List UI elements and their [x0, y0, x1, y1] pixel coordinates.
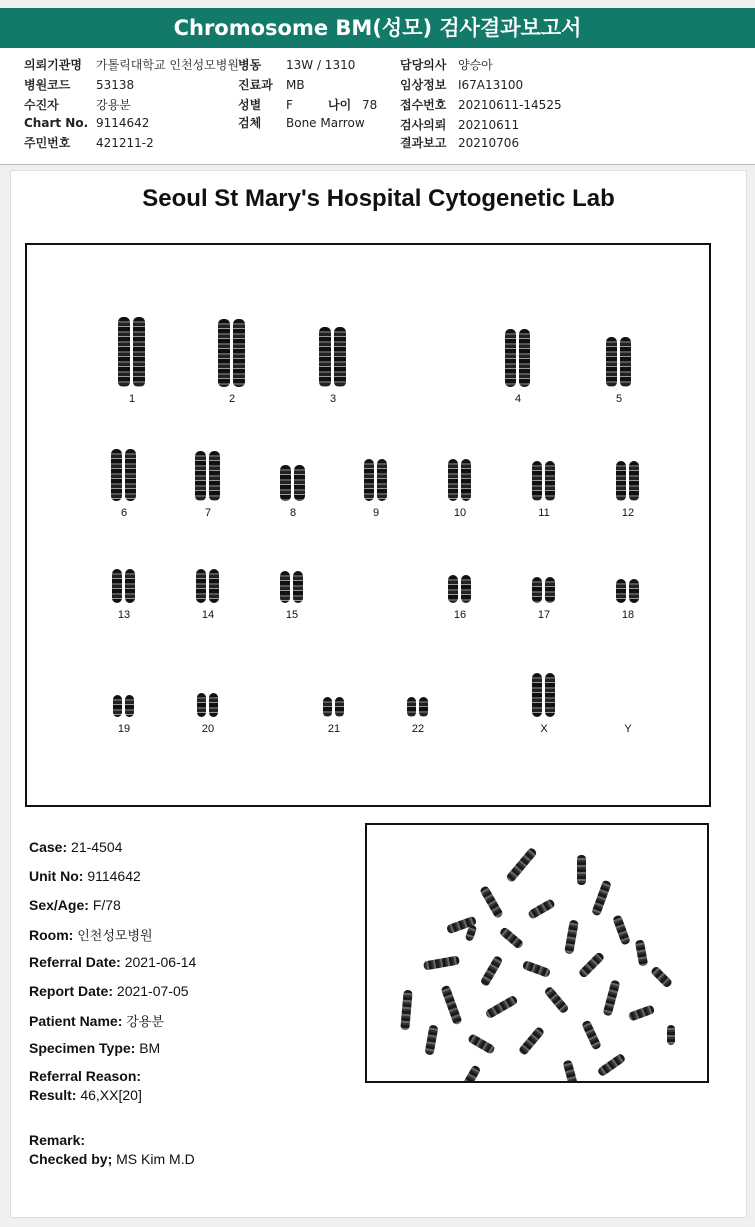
chromosome-label: 8 — [289, 507, 297, 519]
field-value: 강용분 — [96, 98, 131, 112]
field-label: 진료과 — [238, 78, 273, 92]
chromosome-pair — [111, 449, 136, 501]
chromosome-pair — [448, 575, 471, 603]
chromosome — [606, 337, 617, 387]
metaphase-chromosome — [581, 1020, 602, 1051]
header-row — [24, 134, 154, 151]
chromosome — [334, 327, 346, 387]
metaphase-chromosome — [591, 880, 612, 917]
chromosome — [377, 459, 387, 501]
chromosome-pair — [113, 695, 134, 717]
metaphase-chromosome — [485, 995, 519, 1020]
chromosome — [323, 697, 332, 717]
info-value: 인천성모병원 — [77, 928, 153, 943]
chromosome-label: X — [540, 723, 548, 735]
chromosome — [545, 577, 555, 603]
checked-value: MS Kim M.D — [116, 1151, 195, 1167]
chromosome — [218, 319, 230, 387]
field-value: Bone Marrow — [286, 116, 365, 130]
chromosome — [133, 317, 145, 387]
info-result — [29, 1087, 142, 1103]
info-key: Report Date: — [29, 983, 114, 999]
metaphase-chromosome — [499, 926, 525, 950]
chromosome-pair — [319, 327, 346, 387]
metaphase-chromosome — [577, 855, 586, 885]
chromosome-pair — [323, 697, 344, 717]
info-value: 9114642 — [87, 868, 141, 884]
metaphase-chromosome — [628, 1004, 656, 1021]
header-row — [24, 76, 134, 93]
metaphase-chromosome — [543, 986, 569, 1015]
metaphase-chromosome — [423, 955, 460, 970]
metaphase-chromosome — [424, 1024, 438, 1055]
karyogram — [25, 243, 711, 807]
chromosome-label: 7 — [204, 507, 212, 519]
remark-key: Remark: — [29, 1132, 86, 1148]
info-value: 2021-07-05 — [116, 983, 189, 999]
chromosome-label: 18 — [621, 609, 635, 621]
chromosome-pair — [505, 329, 530, 387]
chromosome — [545, 461, 555, 501]
header-row — [400, 56, 493, 73]
chromosome — [209, 569, 219, 603]
chromosome-pair — [196, 569, 219, 603]
chromosome-label: 13 — [117, 609, 131, 621]
field-value: 13W / 1310 — [286, 58, 356, 72]
field-value: I67A13100 — [458, 78, 524, 92]
chromosome-label: 5 — [615, 393, 623, 405]
report-title: Chromosome BM(성모) 검사결과보고서 — [0, 8, 755, 48]
metaphase-chromosome — [518, 1026, 545, 1056]
metaphase-chromosome — [467, 1033, 496, 1055]
field-value: MB — [286, 78, 305, 92]
metaphase-chromosome — [527, 898, 556, 920]
field-value: 53138 — [96, 78, 135, 92]
chromosome-pair — [532, 577, 555, 603]
info-key: Referral Date: — [29, 954, 121, 970]
header-row — [400, 76, 523, 93]
chromosome — [294, 465, 305, 501]
chromosome — [280, 465, 291, 501]
chromosome — [233, 319, 245, 387]
chromosome-label: 9 — [372, 507, 380, 519]
metaphase-chromosome — [562, 1059, 580, 1083]
header-row — [24, 96, 131, 113]
chromosome-pair — [448, 459, 471, 501]
chromosome — [407, 697, 416, 717]
info-value: 2021-06-14 — [124, 954, 197, 970]
header-row — [24, 56, 239, 73]
chromosome — [111, 449, 122, 501]
chromosome — [125, 695, 134, 717]
header-row — [24, 116, 149, 130]
field-label: 병원코드 — [24, 78, 71, 92]
chromosome — [195, 451, 206, 501]
field-value: 78 — [362, 98, 378, 112]
chromosome — [280, 571, 290, 603]
info-key: Result: — [29, 1087, 77, 1103]
field-label: 성별 — [238, 98, 262, 112]
info-key: Case: — [29, 839, 68, 855]
metaphase-chromosome — [479, 885, 504, 919]
info-value: BM — [139, 1040, 161, 1056]
field-value: F — [286, 98, 293, 112]
metaphase-chromosome — [635, 939, 648, 966]
metaphase-image — [365, 823, 709, 1083]
chromosome — [319, 327, 331, 387]
chromosome-label: 2 — [228, 393, 236, 405]
field-label: 수진자 — [24, 98, 59, 112]
checked-by — [29, 1151, 195, 1167]
chromosome — [419, 697, 428, 717]
chromosome-pair — [606, 337, 631, 387]
field-label: 의뢰기관명 — [24, 58, 82, 72]
chromosome-pair — [112, 569, 135, 603]
field-label: 주민번호 — [24, 136, 71, 150]
chromosome — [545, 673, 555, 717]
field-label: 나이 — [328, 98, 352, 112]
chromosome — [505, 329, 516, 387]
chromosome-pair — [218, 319, 245, 387]
report-page — [10, 170, 747, 1218]
chromosome-pair — [407, 697, 428, 717]
field-value: 20210611-14525 — [458, 98, 562, 112]
field-value: 9114642 — [96, 116, 150, 130]
info-specimen — [29, 1040, 160, 1056]
metaphase-chromosome — [505, 847, 538, 883]
chromosome-label: 21 — [327, 723, 341, 735]
header-row — [238, 76, 305, 93]
field-label: 접수번호 — [400, 98, 447, 112]
chromosome — [616, 579, 626, 603]
chromosome — [629, 461, 639, 501]
chromosome-pair — [280, 571, 303, 603]
info-referral-reason — [29, 1068, 141, 1084]
chromosome-pair — [616, 461, 639, 501]
chromosome-label: 1 — [128, 393, 136, 405]
patient-header — [0, 48, 755, 165]
chromosome-label: 16 — [453, 609, 467, 621]
chromosome — [197, 693, 206, 717]
metaphase-chromosome — [522, 960, 551, 978]
info-key: Referral Reason: — [29, 1068, 142, 1084]
chromosome — [448, 459, 458, 501]
chromosome — [620, 337, 631, 387]
metaphase-chromosome — [602, 979, 620, 1016]
chromosome-pair — [197, 693, 218, 717]
field-label: 결과보고 — [400, 136, 447, 150]
chromosome-label: 3 — [329, 393, 337, 405]
chromosome — [616, 461, 626, 501]
info-unit — [29, 868, 141, 884]
info-sex-age — [29, 897, 121, 913]
field-value: 20210611 — [458, 118, 520, 132]
chromosome-pair — [195, 451, 220, 501]
field-value: 421211-2 — [96, 136, 154, 150]
header-row — [400, 96, 562, 113]
info-report-date — [29, 983, 189, 999]
info-key: Specimen Type: — [29, 1040, 136, 1056]
metaphase-chromosome — [650, 965, 673, 988]
chromosome — [125, 569, 135, 603]
chromosome-pair — [280, 465, 305, 501]
chromosome — [293, 571, 303, 603]
header-row — [238, 96, 377, 113]
chromosome-pair — [364, 459, 387, 501]
field-value: 20210706 — [458, 136, 520, 150]
chromosome-label: 19 — [117, 723, 131, 735]
field-label: 담당의사 — [400, 58, 447, 72]
header-row — [238, 56, 355, 73]
field-label: 검사의뢰 — [400, 118, 447, 132]
chromosome-label: 15 — [285, 609, 299, 621]
chromosome-label: 20 — [201, 723, 215, 735]
lab-title: Seoul St Mary's Hospital Cytogenetic Lab — [142, 185, 615, 212]
chromosome — [113, 695, 122, 717]
header-row — [400, 134, 519, 151]
metaphase-chromosome — [440, 985, 462, 1026]
metaphase-chromosome — [462, 1064, 482, 1083]
field-value: 양승아 — [458, 58, 493, 72]
header-row — [238, 114, 365, 131]
checked-key: Checked by; — [29, 1151, 113, 1167]
remark — [29, 1132, 85, 1148]
info-value: 강용분 — [126, 1014, 164, 1029]
metaphase-chromosome — [564, 919, 579, 954]
chromosome — [112, 569, 122, 603]
chromosome — [118, 317, 130, 387]
chromosome-pair — [616, 579, 639, 603]
chromosome — [519, 329, 530, 387]
chromosome-label: 6 — [120, 507, 128, 519]
chromosome-pair — [532, 673, 555, 717]
chromosome — [532, 673, 542, 717]
info-key: Unit No: — [29, 868, 84, 884]
chromosome-label: Y — [624, 723, 632, 735]
info-value: 46,XX[20] — [80, 1087, 142, 1103]
metaphase-chromosome — [597, 1053, 627, 1078]
chromosome-label: 11 — [538, 507, 550, 519]
chromosome-label: 4 — [514, 393, 522, 405]
info-referral-date — [29, 954, 196, 970]
metaphase-chromosome — [480, 955, 504, 987]
metaphase-chromosome — [612, 914, 631, 945]
chromosome — [209, 693, 218, 717]
chromosome-label: 12 — [621, 507, 635, 519]
header-row — [400, 116, 519, 133]
chromosome — [532, 461, 542, 501]
chromosome — [364, 459, 374, 501]
chromosome-label: 22 — [411, 723, 425, 735]
chromosome — [461, 459, 471, 501]
field-label: 병동 — [238, 58, 262, 72]
chromosome-label: 14 — [201, 609, 215, 621]
chromosome — [448, 575, 458, 603]
chromosome — [125, 449, 136, 501]
metaphase-chromosome — [400, 990, 412, 1031]
chromosome — [532, 577, 542, 603]
info-key: Patient Name: — [29, 1013, 123, 1029]
chromosome — [461, 575, 471, 603]
info-value: 21-4504 — [71, 839, 123, 855]
chromosome-label: 17 — [537, 609, 551, 621]
chromosome-pair — [532, 461, 555, 501]
info-patient-name — [29, 1011, 164, 1030]
info-key: Room: — [29, 927, 74, 943]
info-case — [29, 839, 122, 855]
info-key: Sex/Age: — [29, 897, 89, 913]
field-label: Chart No. — [24, 116, 89, 130]
chromosome — [209, 451, 220, 501]
chromosome-pair — [118, 317, 145, 387]
info-room — [29, 925, 153, 944]
chromosome — [196, 569, 206, 603]
field-label: 검체 — [238, 116, 262, 130]
metaphase-chromosome — [578, 951, 606, 979]
chromosome — [335, 697, 344, 717]
info-value: F/78 — [92, 897, 121, 913]
field-value: 가톨릭대학교 인천성모병원 — [96, 58, 239, 72]
chromosome-label: 10 — [453, 507, 467, 519]
chromosome — [629, 579, 639, 603]
metaphase-chromosome — [667, 1025, 675, 1045]
field-label: 임상정보 — [400, 78, 447, 92]
